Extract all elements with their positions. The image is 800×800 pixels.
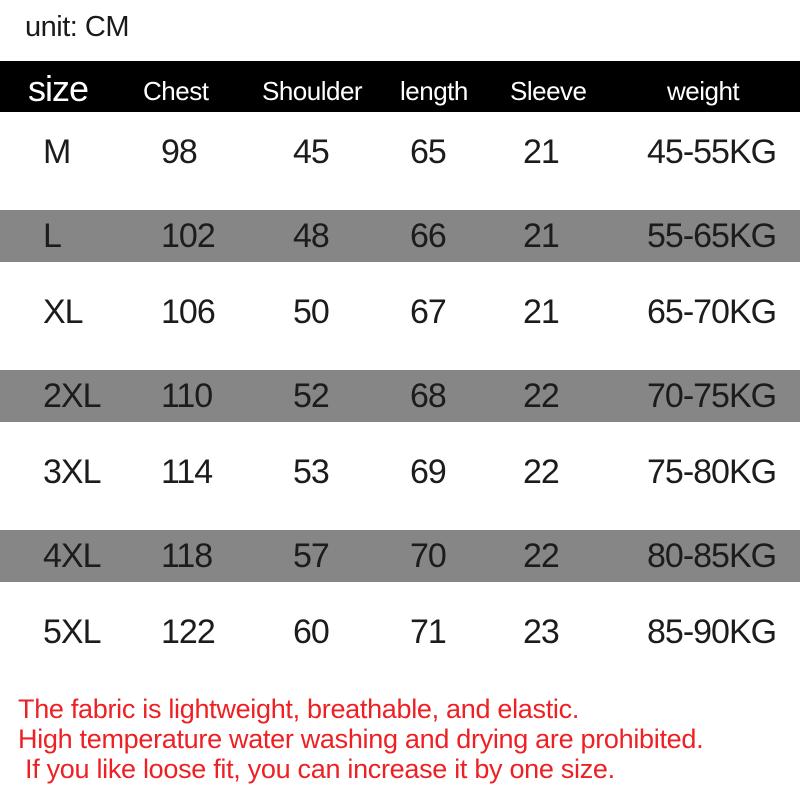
length-cell: 69 (410, 452, 446, 491)
sleeve-cell: 21 (523, 216, 559, 255)
table-row-5xl (0, 592, 800, 672)
table-header-row (0, 61, 800, 112)
shoulder-cell: 57 (293, 536, 329, 575)
size-chart-table (0, 61, 800, 672)
care-note-line: The fabric is lightweight, breathable, and elastic. (18, 694, 580, 724)
unit-label: unit: CM (25, 11, 129, 43)
table-row-xl (0, 272, 800, 352)
weight-cell: 55-65KG (647, 216, 777, 255)
chest-cell: 102 (161, 216, 215, 255)
weight-cell: 65-70KG (647, 292, 777, 331)
care-note-line: If you like loose fit, you can increase it by one size. (25, 754, 615, 784)
length-cell: 70 (410, 536, 446, 575)
chest-cell: 106 (161, 292, 215, 331)
weight-cell: 45-55KG (647, 132, 777, 171)
column-header-chest: Chest (143, 76, 209, 106)
sleeve-cell: 23 (523, 612, 559, 651)
column-header-sleeve: Sleeve (510, 76, 587, 106)
weight-cell: 85-90KG (647, 612, 777, 651)
length-cell: 66 (410, 216, 446, 255)
shoulder-cell: 50 (293, 292, 329, 331)
chest-cell: 114 (161, 452, 213, 491)
weight-cell: 80-85KG (647, 536, 777, 575)
table-row-3xl (0, 432, 800, 512)
table-row-l (0, 192, 800, 272)
size-cell: 3XL (43, 452, 101, 491)
column-header-weight: weight (667, 76, 740, 106)
column-header-length: length (400, 76, 468, 106)
size-cell: XL (43, 292, 83, 331)
shoulder-cell: 48 (293, 216, 329, 255)
shoulder-cell: 45 (293, 132, 329, 171)
length-cell: 71 (410, 612, 446, 651)
length-cell: 67 (410, 292, 446, 331)
care-note-line: High temperature water washing and drying are prohibited. (18, 724, 704, 754)
sleeve-cell: 21 (523, 132, 559, 171)
size-cell: L (43, 216, 61, 255)
table-row-2xl (0, 352, 800, 432)
size-cell: M (43, 132, 71, 171)
chest-cell: 110 (161, 376, 213, 415)
table-row-4xl (0, 512, 800, 592)
sleeve-cell: 22 (523, 376, 559, 415)
shoulder-cell: 53 (293, 452, 329, 491)
weight-cell: 75-80KG (647, 452, 777, 491)
shoulder-cell: 52 (293, 376, 329, 415)
chest-cell: 118 (161, 536, 213, 575)
shoulder-cell: 60 (293, 612, 329, 651)
size-cell: 4XL (43, 536, 101, 575)
size-cell: 2XL (43, 376, 101, 415)
column-header-shoulder: Shoulder (262, 76, 363, 106)
sleeve-cell: 22 (523, 452, 559, 491)
chest-cell: 98 (161, 132, 197, 171)
sleeve-cell: 22 (523, 536, 559, 575)
care-notes (18, 694, 703, 784)
size-cell: 5XL (43, 612, 101, 651)
sleeve-cell: 21 (523, 292, 559, 331)
weight-cell: 70-75KG (647, 376, 777, 415)
chest-cell: 122 (161, 612, 215, 651)
table-row-m (0, 112, 800, 192)
length-cell: 68 (410, 376, 446, 415)
length-cell: 65 (410, 132, 446, 171)
column-header-size: size (28, 68, 89, 109)
